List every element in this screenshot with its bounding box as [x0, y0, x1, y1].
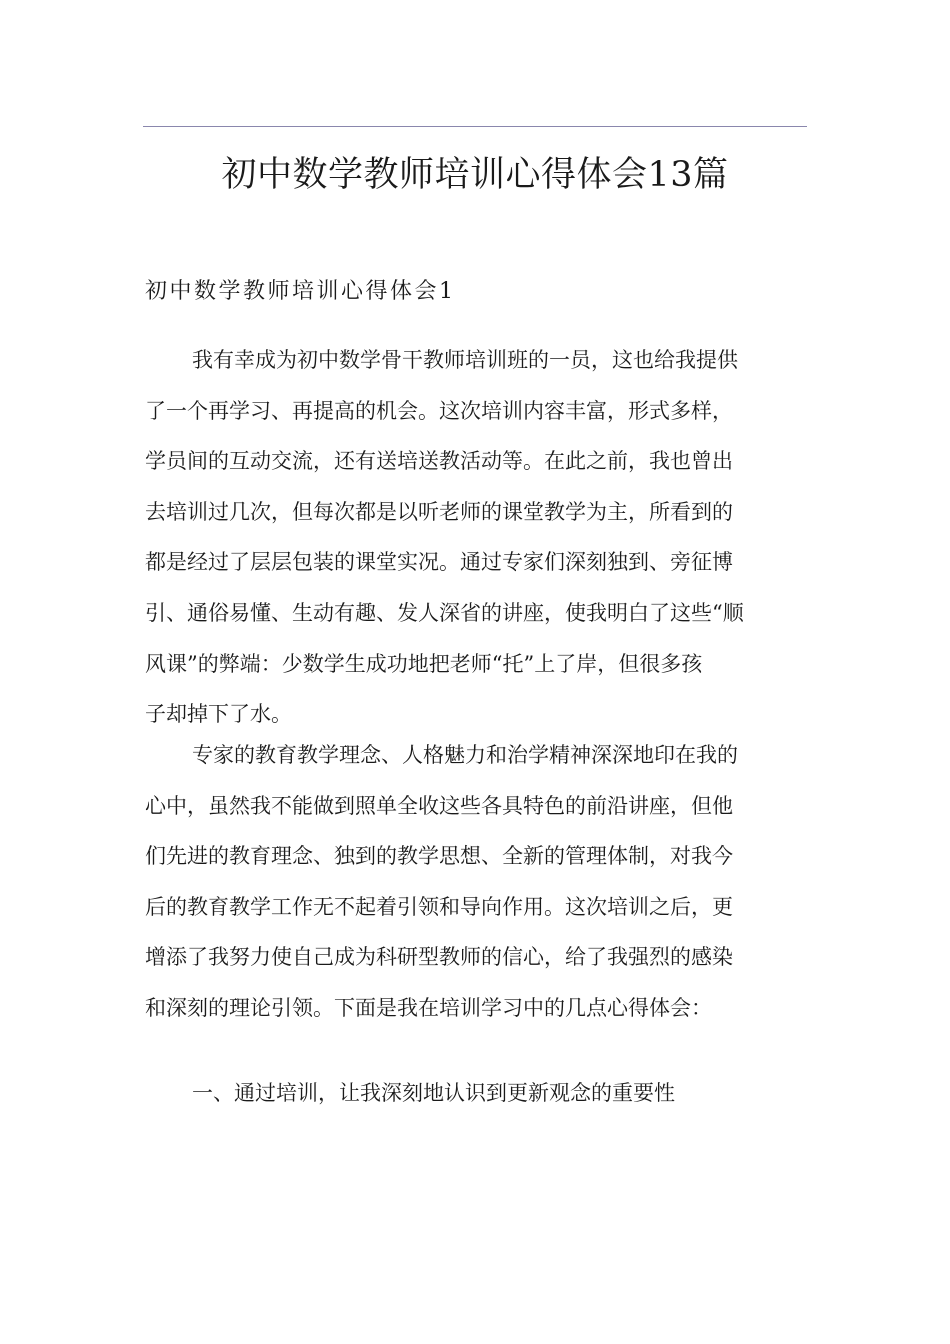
document-title: 初中数学教师培训心得体会13篇	[221, 155, 729, 195]
paragraph-line: 学员间的互动交流，还有送培送教活动等。在此之前，我也曾出	[145, 449, 733, 474]
paragraph-2	[145, 730, 807, 1034]
paragraph-line: 心中，虽然我不能做到照单全收这些各具特色的前沿讲座，但他	[145, 793, 733, 818]
paragraph-line: 了一个再学习、再提高的机会。这次培训内容丰富，形式多样，	[145, 398, 733, 423]
section-heading: 初中数学教师培训心得体会1	[145, 279, 456, 304]
paragraph-line: 去培训过几次，但每次都是以听老师的课堂教学为主，所看到的	[145, 499, 733, 524]
paragraph-line: 后的教育教学工作无不起着引领和导向作用。这次培训之后，更	[145, 894, 733, 919]
subsection-heading: 一、通过培训，让我深刻地认识到更新观念的重要性	[192, 1081, 675, 1105]
paragraph-line: 都是经过了层层包装的课堂实况。通过专家们深刻独到、旁征博	[145, 550, 733, 575]
paragraph-line: 增添了我努力使自己成为科研型教师的信心，给了我强烈的感染	[145, 945, 733, 970]
paragraph-1	[145, 335, 807, 740]
paragraph-line: 和深刻的理论引领。下面是我在培训学习中的几点心得体会：	[145, 995, 712, 1020]
paragraph-line: 我有幸成为初中数学骨干教师培训班的一员，这也给我提供	[192, 348, 738, 372]
header-rule	[143, 126, 807, 127]
paragraph-line: 们先进的教育理念、独到的教学思想、全新的管理体制，对我今	[145, 844, 733, 869]
paragraph-line: 专家的教育教学理念、人格魅力和治学精神深深地印在我的	[192, 743, 738, 767]
paragraph-line: 风课”的弊端：少数学生成功地把老师“托”上了岸，但很多孩	[145, 651, 703, 676]
paragraph-line: 子却掉下了水。	[145, 702, 292, 727]
paragraph-line: 引、通俗易懂、生动有趣、发人深省的讲座，使我明白了这些“顺	[145, 600, 744, 625]
